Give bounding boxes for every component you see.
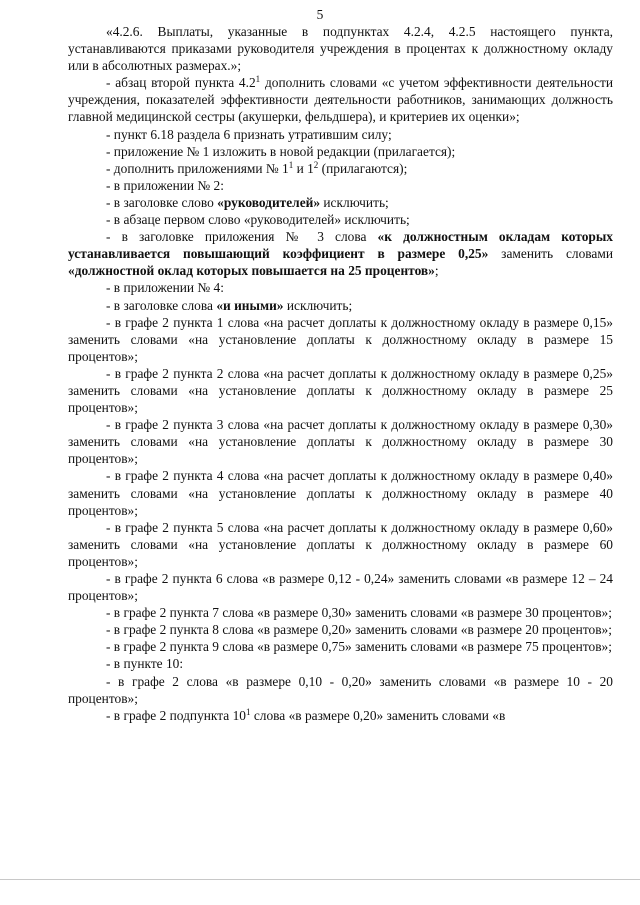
page-number: 5 xyxy=(316,7,324,22)
paragraph-item-6: - в графе 2 пункта 6 слова «в размере 0,12 - 0,24» заменить словами «в размере 12 – 24 процентов»; xyxy=(68,571,613,604)
paragraph-item-1: - в графе 2 пункта 1 слова «на расчет доплаты к должностному окладу в размере 0,15» заменить словами «на установление доплаты к должностному окладу в размере 15 процентов»; xyxy=(68,314,613,364)
paragraph-item-4: - в графе 2 пункта 4 слова «на расчет доплаты к должностному окладу в размере 0,40» заменить словами «на установление доплаты к должностному окладу в размере 40 процентов»; xyxy=(68,468,613,518)
paragraph-item-3: - в графе 2 пункта 3 слова «на расчет доплаты к должностному окладу в размере 0,30» заменить словами «на установление доплаты к должностному окладу в размере 30 процентов»; xyxy=(68,417,613,467)
page-bottom-divider xyxy=(0,879,640,880)
paragraph-item-10: - в пункте 10: xyxy=(106,656,184,672)
paragraph-add-appendices: - дополнить приложениями № $1^1$ и $1^2$ (прилагаются); xyxy=(106,159,408,176)
paragraph-4-2-6: «4.2.6. Выплаты, указанные в подпунктах 4.2.4, 4.2.5 настоящего пункта, устанавливаются приказами руководителя учреждения в процентах к должностному окладу или в абсолютных размерах.»; xyxy=(68,24,613,74)
paragraph-subitem-10-1: - в графе 2 подпункта $10^1$ слова «в размере 0,20» заменить словами «в xyxy=(106,706,506,723)
paragraph-appendix-2: - в приложении № 2: xyxy=(106,177,224,193)
paragraph-item-2: - в графе 2 пункта 2 слова «на расчет доплаты к должностному окладу в размере 0,25» заменить словами «на установление доплаты к должностному окладу в размере 25 процентов»; xyxy=(68,365,613,416)
paragraph-4-2-1-addition: - абзац второй пункта $4.2^1$ дополнить словами «с учетом эффективности деятельности учреждения, показателей эффективности деятельности работников, занимающих должность главной медицинской сестры (акушерки, фельдшера), и критериев их оценки»; xyxy=(68,74,613,125)
paragraph-appendix-1: - приложение № 1 изложить в новой редакции (прилагается); xyxy=(106,143,456,159)
paragraph-item-7: - в графе 2 пункта 7 слова «в размере 0,30» заменить словами «в размере 30 процентов»; xyxy=(106,605,612,621)
paragraph-item-8: - в графе 2 пункта 8 слова «в размере 0,20» заменить словами «в размере 20 процентов»; xyxy=(106,622,612,638)
paragraph-heading-word: - в заголовке слово «руководителей» исключить; xyxy=(106,194,389,210)
paragraph-heading-words: - в заголовке слова «и иными» исключить; xyxy=(106,297,353,313)
paragraph-item-10-column-2: - в графе 2 слова «в размере 0,10 - 0,20» заменить словами «в размере 10 - 20 процентов»; xyxy=(68,673,613,706)
paragraph-appendix-3-heading: - в заголовке приложения № 3 слова «к должностным окладам которых устанавливается повышающий коэффициент в размере 0,25» заменить словами «должностной оклад которых повышается на 25 процентов»; xyxy=(68,229,614,279)
paragraph-item-9: - в графе 2 пункта 9 слова «в размере 0,75» заменить словами «в размере 75 процентов»; xyxy=(106,639,612,655)
paragraph-first-para-word: - в абзаце первом слово «руководителей» исключить; xyxy=(106,212,410,228)
paragraph-appendix-4: - в приложении № 4: xyxy=(106,280,224,296)
document-body xyxy=(68,23,613,724)
paragraph-6-18: - пункт 6.18 раздела 6 признать утратившим силу; xyxy=(106,126,392,142)
paragraph-item-5: - в графе 2 пункта 5 слова «на расчет доплаты к должностному окладу в размере 0,60» заменить словами «на установление доплаты к должностному окладу в размере 60 процентов»; xyxy=(68,519,613,569)
